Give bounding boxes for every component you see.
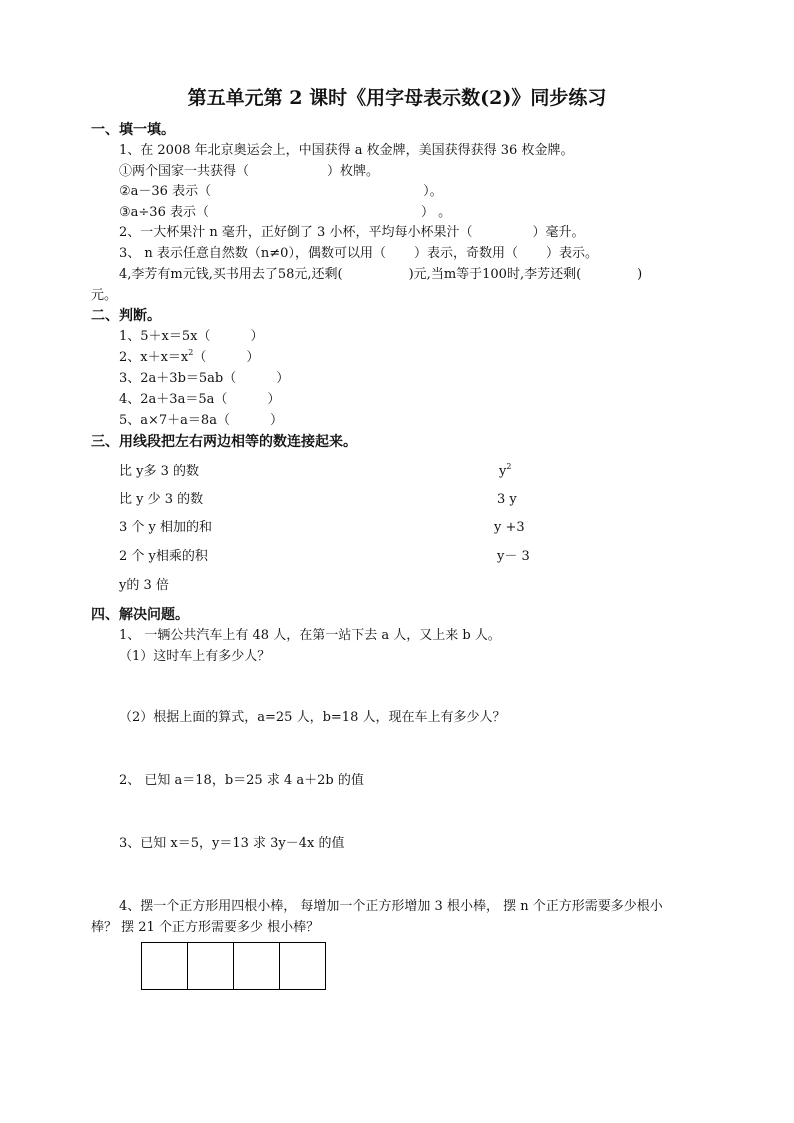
s3-left-1[interactable]: 比 y多 3 的数 bbox=[119, 464, 200, 479]
s4-q3: 3、已知 x＝5，y＝13 求 3y－4x 的值 bbox=[119, 836, 345, 851]
s4-q1a: （1）这时车上有多少人？ bbox=[119, 649, 271, 664]
s2-close: ） bbox=[246, 350, 260, 365]
s2-item-4 bbox=[119, 391, 280, 409]
s1-q1a-pre: ①两个国家一共获得（ bbox=[119, 164, 250, 179]
square-box bbox=[234, 943, 280, 989]
s2-item-text: 5、a×7＋a＝8a（ bbox=[119, 413, 230, 428]
s4-q2: 2、 已知 a＝18，b＝25 求 4 a＋2b 的值 bbox=[119, 773, 364, 788]
s3-left-4[interactable]: 2 个 y相乘的积 bbox=[119, 549, 208, 564]
s1-q2-pre: 2、一大杯果汁 n 毫升，正好倒了 3 小杯，平均每小杯果汁（ bbox=[119, 225, 473, 240]
s3-left-3[interactable]: 3 个 y 相加的和 bbox=[119, 520, 213, 535]
s2-close: ） bbox=[250, 329, 264, 344]
s1-q4-mid: )元,当m等于100时,李芳还剩( bbox=[408, 267, 582, 282]
square-box bbox=[188, 943, 234, 989]
page-title: 第五单元第 2 课时《用字母表示数(2)》同步练习 bbox=[187, 87, 607, 109]
s2-item-text: 2、x＋x＝x bbox=[119, 350, 189, 365]
s4-q1: 1、 一辆公共汽车上有 48 人，在第一站下去 a 人，又上来 b 人。 bbox=[119, 628, 501, 643]
s1-q4-pre: 4,李芳有m元钱,买书用去了58元,还剩( bbox=[119, 267, 343, 282]
s3-right-3[interactable]: y +3 bbox=[494, 520, 525, 535]
s3-right-4[interactable]: y－ 3 bbox=[497, 549, 530, 564]
s1-q4-post: ) bbox=[637, 267, 643, 282]
square-box bbox=[280, 943, 325, 989]
s3-left-5[interactable]: y的 3 倍 bbox=[119, 578, 169, 593]
s1-q3-pre: 3、 n 表示任意自然数（n≠0），偶数可以用（ bbox=[119, 246, 386, 261]
s2-item-text: 3、2a＋3b＝5ab（ bbox=[119, 371, 237, 386]
s3-right-1[interactable] bbox=[499, 463, 511, 481]
s1-q1b-post: ）。 bbox=[423, 184, 443, 199]
s1-q1: 1、在 2008 年北京奥运会上，中国获得 a 枚金牌，美国获得获得 36 枚金牌。 bbox=[119, 143, 574, 158]
s4-q1b: （2）根据上面的算式，a=25 人，b=18 人，现在车上有多少人？ bbox=[119, 710, 506, 725]
s1-q3-post: ）表示。 bbox=[545, 246, 598, 261]
s1-q1c-pre: ③a÷36 表示（ bbox=[119, 205, 209, 220]
s2-item-3 bbox=[119, 370, 289, 388]
s3-right-2[interactable]: 3 y bbox=[497, 492, 517, 507]
s1-q1a-post: ）枚牌。 bbox=[327, 164, 380, 179]
section-3-heading: 三、用线段把左右两边相等的数连接起来。 bbox=[91, 434, 357, 450]
s1-q3-mid: ）表示，奇数用（ bbox=[413, 246, 518, 261]
s1-q4 bbox=[119, 266, 642, 284]
s2-item-text: 4、2a＋3a＝5a（ bbox=[119, 392, 228, 407]
square-sticks-figure bbox=[141, 942, 326, 990]
s2-item-open: （ bbox=[193, 350, 207, 365]
s4-q4-line2: 棒？ 摆 21 个正方形需要多少 根小棒？ bbox=[91, 920, 320, 935]
square-box bbox=[142, 943, 188, 989]
s2-item-1 bbox=[119, 328, 264, 346]
s2-item-text: 1、5＋x＝5x（ bbox=[119, 329, 211, 344]
s1-q1c bbox=[119, 204, 451, 222]
s1-q2 bbox=[119, 224, 584, 242]
section-2-heading: 二、判断。 bbox=[91, 308, 161, 324]
superscript: 2 bbox=[506, 462, 512, 471]
s1-q1a bbox=[119, 163, 379, 181]
section-1-heading: 一、填一填。 bbox=[91, 122, 175, 138]
s2-item-2 bbox=[119, 349, 259, 367]
s2-item-5 bbox=[119, 412, 283, 430]
s1-q1c-post: ） 。 bbox=[420, 205, 452, 220]
s4-q4-line1: 4、摆一个正方形用四根小棒， 每增加一个正方形增加 3 根小棒， 摆 n 个正方形需要多少根小 bbox=[119, 899, 663, 914]
s3-right-text: y bbox=[499, 464, 507, 479]
s2-close: ） bbox=[269, 413, 283, 428]
s1-q3 bbox=[119, 245, 598, 263]
s2-close: ） bbox=[276, 371, 290, 386]
s1-q4-cont: 元。 bbox=[91, 288, 118, 303]
s1-q1b bbox=[119, 183, 443, 201]
superscript: 2 bbox=[188, 348, 194, 357]
s3-left-2[interactable]: 比 y 少 3 的数 bbox=[119, 492, 204, 507]
section-4-heading: 四、解决问题。 bbox=[91, 607, 189, 623]
s1-q1b-pre: ②a－36 表示（ bbox=[119, 184, 212, 199]
s1-q2-post: ）毫升。 bbox=[532, 225, 585, 240]
s2-close: ） bbox=[267, 392, 281, 407]
